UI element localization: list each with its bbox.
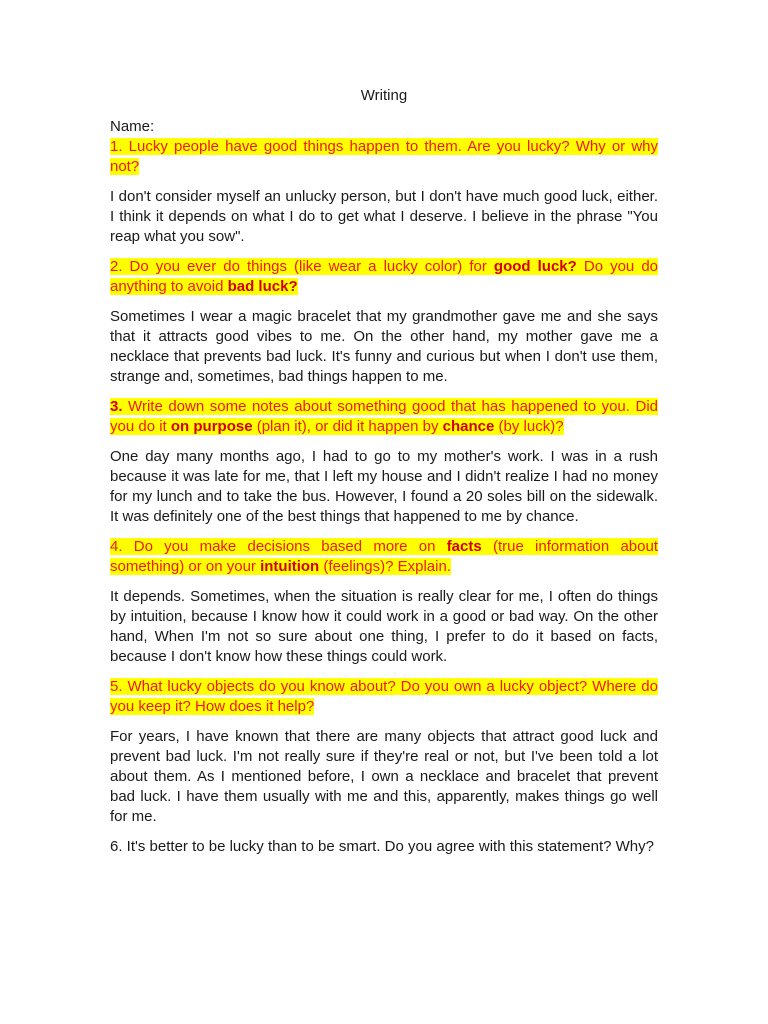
- question-3-part-2: (plan it), or did it happen by: [252, 418, 443, 435]
- name-label: Name:: [110, 118, 155, 135]
- question-4-part-1: 4. Do you make decisions based more on: [110, 538, 447, 555]
- question-3-bold-on-purpose: on purpose: [170, 418, 253, 435]
- question-2: [110, 257, 658, 297]
- question-2-bold-bad-luck: bad luck?: [227, 278, 298, 295]
- question-5-text: 5. What lucky objects do you know about? Do you own a lucky object? Where do you keep it? How does it help?: [110, 678, 658, 715]
- question-3-bold-chance: chance: [442, 418, 495, 435]
- question-4-bold-facts: facts: [446, 538, 482, 555]
- question-3-number: 3.: [110, 398, 123, 415]
- question-3-part-3: (by luck)?: [494, 418, 564, 435]
- question-3-part-1: Write down some notes about something good that has happened to you. Did you do it: [110, 398, 658, 435]
- question-2-highlight: [110, 258, 658, 295]
- answer-3: One day many months ago, I had to go to my mother's work. I was in a rush because it was late for me, that I left my house and I didn't realize I had no money for my lunch and to take the bus. However, I found a 20 soles bill on the sidewalk. It was definitely one of the best things that happened to me by chance.: [110, 448, 658, 525]
- question-1-text: 1. Lucky people have good things happen to them. Are you lucky? Why or why not?: [110, 138, 658, 175]
- question-2-bold-good-luck: good luck?: [493, 258, 577, 275]
- question-2-part-1: 2. Do you ever do things (like wear a lucky color) for: [110, 258, 494, 275]
- question-3: [110, 397, 658, 437]
- page-title: Writing: [360, 87, 408, 104]
- answer-1: I don't consider myself an unlucky person, but I don't have much good luck, either. I think it depends on what I do to get what I deserve. I believe in the phrase "You reap what you sow".: [110, 188, 658, 245]
- question-4-part-3: (feelings)? Explain.: [319, 558, 451, 575]
- question-4-bold-intuition: intuition: [260, 558, 320, 575]
- answer-2: Sometimes I wear a magic bracelet that my grandmother gave me and she says that it attracts good vibes to me. On the other hand, my mother gave me a necklace that prevents bad luck. It's funny and curious but when I don't use them, strange and, sometimes, bad things happen to me.: [110, 308, 658, 385]
- question-5: [110, 677, 658, 717]
- question-4-part-2: (true information about something) or on your: [110, 538, 658, 575]
- question-6: 6. It's better to be lucky than to be smart. Do you agree with this statement? Why?: [110, 838, 654, 855]
- question-3-highlight: [110, 398, 658, 435]
- question-1: [110, 137, 658, 177]
- answer-4: It depends. Sometimes, when the situation is really clear for me, I often do things by intuition, because I know how it could work in a good or bad way. On the other hand, When I'm not so sure about one thing, I prefer to do it based on facts, because I don't know how these things could work.: [110, 588, 658, 665]
- question-4: [110, 537, 658, 577]
- answer-5: For years, I have known that there are many objects that attract good luck and prevent bad luck. I'm not really sure if they're real or not, but I've been told a lot about them. As I mentioned before, I own a necklace and bracelet that prevent bad luck. I have them usually with me and this, apparently, makes things go well for me.: [110, 728, 658, 825]
- question-2-part-2: Do you do anything to avoid: [110, 258, 659, 295]
- question-4-highlight: [110, 538, 658, 575]
